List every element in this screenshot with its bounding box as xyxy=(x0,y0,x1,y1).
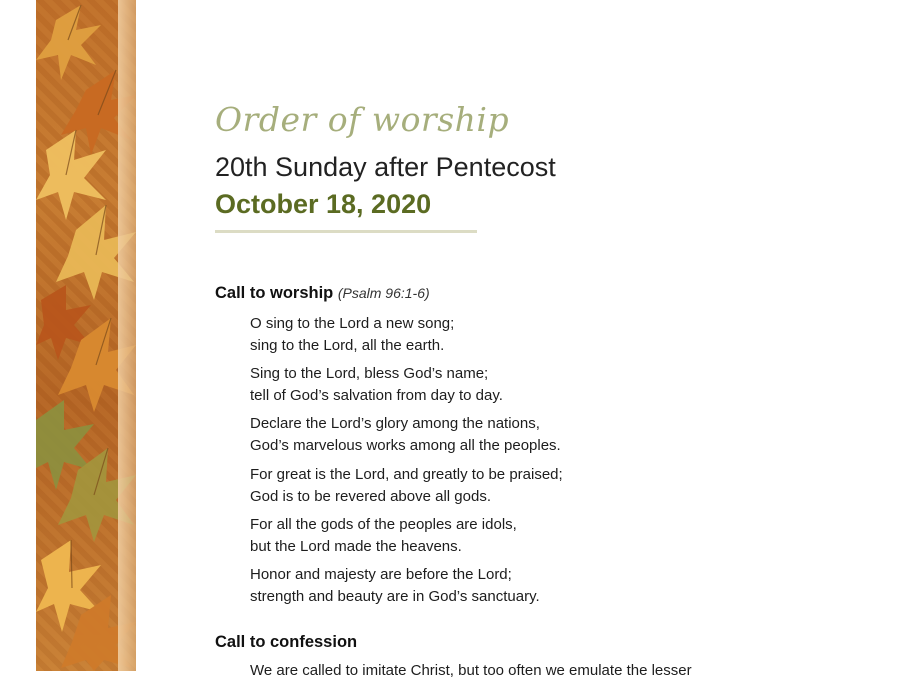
stanza xyxy=(250,464,563,508)
stanza xyxy=(250,363,503,407)
stanza-line: Honor and majesty are before the Lord; xyxy=(250,566,512,583)
header-divider xyxy=(215,230,477,233)
service-date: October 18, 2020 xyxy=(215,189,432,219)
stanza-line: For all the gods of the peoples are idols, xyxy=(250,516,517,533)
confession-first-line: We are called to imitate Christ, but too often we emulate the lesser xyxy=(250,662,692,679)
call-to-confession-title: Call to confession xyxy=(215,633,358,651)
stanza xyxy=(250,413,561,457)
stanza-line: God’s marvelous works among all the peoples. xyxy=(250,437,561,454)
stanza-line: God is to be revered above all gods. xyxy=(250,488,491,505)
order-of-worship-title: Order of worship xyxy=(215,100,510,139)
border-edge xyxy=(118,0,136,671)
stanza xyxy=(250,313,454,357)
stanza-line: Declare the Lord’s glory among the nations, xyxy=(250,415,540,432)
psalm-reference: (Psalm 96:1-6) xyxy=(337,285,430,301)
call-to-worship-title: Call to worship xyxy=(215,284,334,302)
stanza-line: O sing to the Lord a new song; xyxy=(250,315,455,332)
stanza-line: tell of God’s salvation from day to day. xyxy=(250,387,503,404)
call-to-confession-heading xyxy=(215,633,357,652)
stanza-line: strength and beauty are in God’s sanctuary. xyxy=(250,588,540,605)
stanza-line: sing to the Lord, all the earth. xyxy=(250,337,445,354)
stanza-line: Sing to the Lord, bless God’s name; xyxy=(250,365,489,382)
stanza-line: For great is the Lord, and greatly to be praised; xyxy=(250,466,563,483)
stanza xyxy=(250,564,540,608)
stanza xyxy=(250,514,517,558)
sunday-subtitle: 20th Sunday after Pentecost xyxy=(215,152,556,182)
stanza-line: but the Lord made the heavens. xyxy=(250,538,462,555)
call-to-worship-heading xyxy=(215,284,430,303)
